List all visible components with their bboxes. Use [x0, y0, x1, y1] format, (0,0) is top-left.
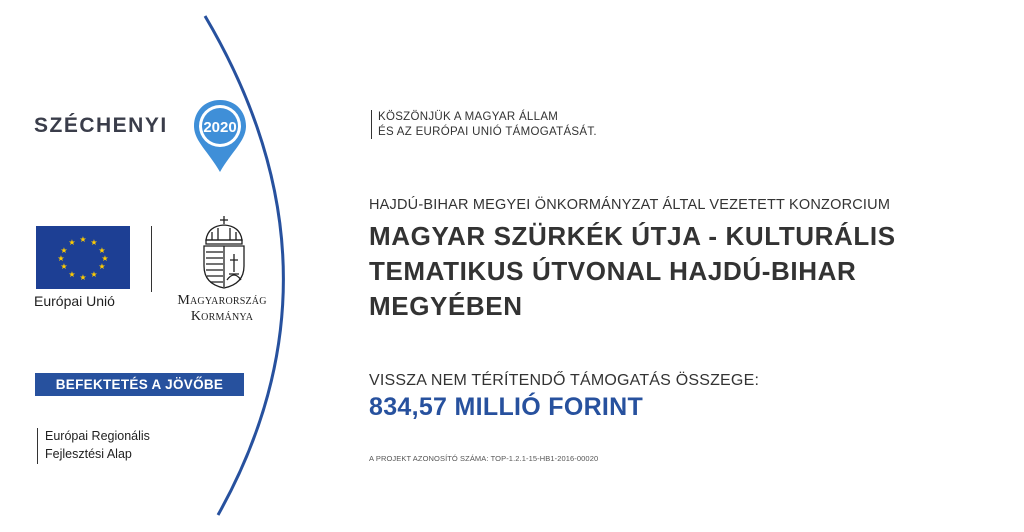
svg-text:★: ★	[98, 262, 106, 271]
thanks-divider	[371, 110, 372, 139]
consortium-line: HAJDÚ-BIHAR MEGYEI ÖNKORMÁNYZAT ÁLTAL VEZETETT KONZORCIUM	[369, 197, 891, 213]
thanks-line1: KÖSZÖNJÜK A MAGYAR ÁLLAM	[378, 111, 559, 123]
project-id: A PROJEKT AZONOSÍTÓ SZÁMA: TOP-1.2.1-15-HB1-2016-00020	[369, 454, 599, 463]
svg-text:★: ★	[90, 270, 98, 279]
svg-text:★: ★	[68, 238, 76, 247]
eu-label: Európai Unió	[34, 293, 115, 309]
government-label-line2: Kormánya	[190, 309, 254, 324]
szechenyi-pin-logo	[190, 96, 250, 176]
fund-name-line2: Fejlesztési Alap	[45, 447, 132, 461]
fund-name	[45, 427, 150, 463]
fund-name-line1: Európai Regionális	[45, 429, 150, 443]
svg-text:★: ★	[60, 262, 68, 271]
project-title	[369, 219, 989, 324]
logo-divider	[151, 226, 152, 292]
svg-text:★: ★	[60, 246, 68, 255]
thanks-text	[378, 110, 597, 140]
svg-text:★: ★	[101, 254, 109, 263]
svg-text:★: ★	[79, 235, 87, 244]
invest-in-future-badge: BEFEKTETÉS A JÖVŐBE	[35, 373, 244, 396]
szechenyi-logo-text: SZÉCHENYI	[34, 114, 168, 137]
project-title-line: MAGYAR SZÜRKÉK ÚTJA - KULTURÁLIS	[369, 221, 896, 251]
government-label	[163, 293, 281, 325]
project-title-line: MEGYÉBEN	[369, 291, 523, 321]
svg-text:★: ★	[90, 238, 98, 247]
svg-text:★: ★	[79, 273, 87, 282]
eu-flag-icon	[36, 226, 130, 289]
grant-label: VISSZA NEM TÉRÍTENDŐ TÁMOGATÁS ÖSSZEGE:	[369, 372, 760, 389]
svg-text:★: ★	[68, 270, 76, 279]
fund-divider	[37, 428, 38, 464]
svg-text:★: ★	[98, 246, 106, 255]
grant-amount: 834,57 MILLIÓ FORINT	[369, 393, 644, 421]
szechenyi-year: 2020	[203, 119, 237, 136]
thanks-line2: ÉS AZ EURÓPAI UNIÓ TÁMOGATÁSÁT.	[378, 126, 597, 138]
coat-of-arms-icon	[196, 214, 252, 290]
government-label-line1: Magyarország	[177, 293, 267, 308]
svg-text:★: ★	[57, 254, 65, 263]
project-title-line: TEMATIKUS ÚTVONAL HAJDÚ-BIHAR	[369, 256, 857, 286]
